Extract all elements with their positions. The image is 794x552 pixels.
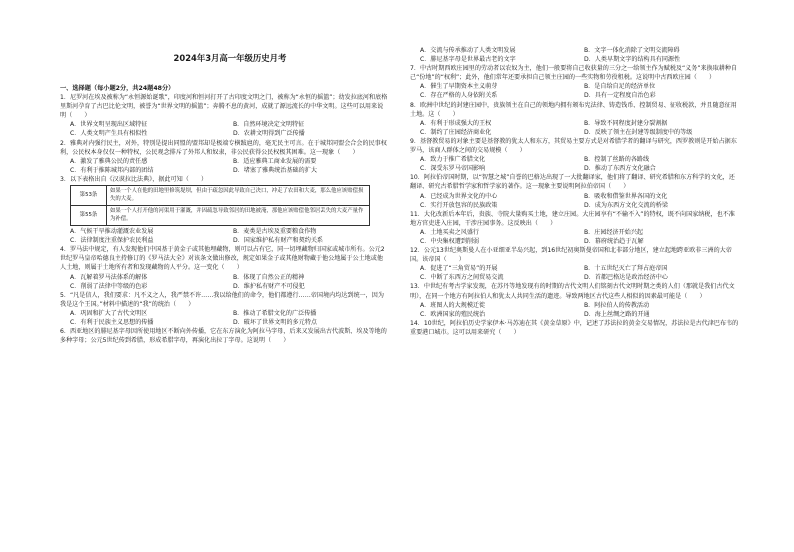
law-table xyxy=(70,185,370,226)
option-item: A．世界文明呈现出区域特征 xyxy=(70,121,148,129)
option-item: C．存在严格的人身依附关系 xyxy=(420,92,498,100)
option-item: B．吸收和借鉴世界各国的文化 xyxy=(584,192,668,200)
option-item: A．有利于形成强大的王权 xyxy=(420,119,492,127)
option-item: A．已经成为世界文化的中心 xyxy=(420,192,498,200)
option-item: B．麦类是古埃及重要粮食作物 xyxy=(233,228,317,236)
left-column xyxy=(60,38,388,345)
question-block xyxy=(60,245,388,290)
option-item: A．致力于推广希腊文化 xyxy=(420,156,486,164)
question-block xyxy=(60,175,388,245)
table-article-text: 如果一个人打开他的河渠用于灌溉，并因疏忽导致邻居的田地被淹，那他应该赔偿他邻居丢失的大麦产量作为补偿。 xyxy=(107,206,370,226)
option-list xyxy=(410,46,740,64)
table-row xyxy=(71,186,370,206)
question-text: 12．公元13世纪奥斯曼人在小亚细亚半岛兴起，到16世纪初奥斯曼帝国和北非部分地区，建立起地跨亚欧非三洲的大帝国。该帝国（ ） xyxy=(410,247,732,264)
option-item: A．催生了早期资本主义萌芽 xyxy=(420,83,498,91)
option-item: B．推动了希腊文化的广泛传播 xyxy=(233,309,317,317)
question-text: 5．“凡是信人，我们要求：凡不义之人，我严禁不许……我以给他们的命令，他们都遵行……帝国境内均达到统一，因为我是这个王国。”材料中描述的“我”的统治（ ） xyxy=(60,291,384,308)
option-item: D．破坏了世界文明的多元特点 xyxy=(233,318,317,326)
option-item: B．文字一体化消除了文明交流障碍 xyxy=(584,47,680,54)
question-block xyxy=(410,137,740,173)
option-item: D．海上丝绸之路的开通 xyxy=(584,310,650,318)
table-article-label: 第55条 xyxy=(71,206,107,226)
option-list xyxy=(60,273,388,291)
paper-title: 2024年3月高一年级历史月考 xyxy=(173,53,287,63)
question-text: 6．西亚地区的腓尼基字母因所使用地区不断向外传播，它在东方演化为阿拉马字母，后来又发展出古代波斯、埃及等地的多种字母；公元5世纪传到希腊，形成希腊字母，再演化出拉丁字母。这说明（ ） xyxy=(60,328,387,345)
question-block xyxy=(410,101,740,137)
option-list xyxy=(60,309,388,327)
question-block xyxy=(60,291,388,327)
right-column xyxy=(410,46,740,337)
option-list xyxy=(60,227,388,245)
question-block xyxy=(410,64,740,100)
question-text: 10．阿拉伯帝国时期，以“智慧之城”自誉的巴格达出现了一大批翻译家，他们将了翻译、研究希腊和东方科学的文化，还翻译、研究古希腊哲学家和哲学家的著作。这一现象主要说明阿拉伯帝国（ ） xyxy=(410,174,735,191)
option-list xyxy=(410,155,740,173)
option-item: D．维护私有财产不可侵犯 xyxy=(233,282,305,290)
option-item: C．中央集权遭到削弱 xyxy=(420,237,480,245)
option-item: D．人类早期文字的结构具有同源性 xyxy=(584,56,681,64)
option-item: A．促进了“三角贸易”的开展 xyxy=(420,265,498,273)
option-list xyxy=(410,301,740,319)
option-list xyxy=(410,82,740,100)
question-block xyxy=(60,327,388,345)
question-text: 8．欧洲中世纪的封建庄园中，贵族领主在自己的领地内拥有颁布宪法律、铸造钱币、控制贸易、征收税款，并且随意征用土地。这（ ） xyxy=(410,101,737,118)
option-item: A．交流与传承推动了人类文明发展 xyxy=(420,47,516,54)
question-block xyxy=(60,139,388,175)
question-block xyxy=(410,46,740,64)
option-list xyxy=(410,228,740,246)
option-item: B．十五世纪灭亡了拜占庭帝国 xyxy=(584,265,668,273)
option-item: D．具有一定程度自治色彩 xyxy=(584,92,656,100)
table-row xyxy=(71,206,370,226)
option-item: C．腓尼基字母是世界最古老的文字 xyxy=(420,56,516,64)
option-item: A．土地买卖之风盛行 xyxy=(420,228,480,236)
question-text: 14．10世纪，阿拉伯历史学家伊本·马苏迪在其《黄金草原》中，记述了苏法拉的黄金交易情况，苏法拉是古代津巴布韦的重要港口城市。这可以用来研究（ ） xyxy=(410,319,739,336)
option-item: D．首都巴格达是政治经济中心 xyxy=(584,274,668,282)
option-item: C．削弱了法律中等级的色彩 xyxy=(70,282,148,290)
option-item: D．国家维护私有财产和契约关系 xyxy=(233,237,324,245)
question-block xyxy=(410,282,740,318)
option-item: D．推动了东西方文化融合 xyxy=(584,165,656,173)
option-item: C．中断了东西方之间贸易交流 xyxy=(420,274,504,282)
option-item: A．巩固和扩大了古代文明区 xyxy=(70,309,148,317)
section-title: 一、选择题（每小题2分，共24题48分） xyxy=(60,85,175,92)
option-item: C．人类文明产生具有相似性 xyxy=(70,130,148,138)
option-item: D．成为东西方文化交流的桥梁 xyxy=(584,201,668,209)
option-item: B．阿拉伯人的传教活动 xyxy=(584,301,650,309)
option-item: D．堵塞了雅典统治基础的扩大 xyxy=(233,166,317,174)
option-list xyxy=(410,119,740,137)
option-list xyxy=(60,157,388,175)
question-text: 2．雅典对内强行民主，对外，特别是提出同盟的盟邦却是极端专横跋扈的，毫无民主可言。在于城邦同盟会合会的民事权利，公民权本身仅仅一种特权，公民观念排斥了外邦人和奴隶，非公民获得公民权极其困难。这一现象（ ） xyxy=(60,139,387,156)
question-text: 3．以下表格出自《汉谟拉比法典》，据此可知（ ） xyxy=(60,175,208,183)
option-item: A．气候干旱推动灌溉农业发展 xyxy=(70,228,154,236)
option-item: D．幕府统治趋于瓦解 xyxy=(584,237,644,245)
option-item: C．深受东罗马帝国影响 xyxy=(420,165,486,173)
option-item: B．控制了丝路的各路线 xyxy=(584,156,650,164)
question-text: 11．大化改新后本年后，贵族、寺院大量购买土地，建立庄园。大庄园享有“不输不入”的特权，既不向国家纳税，也不准地方官吏进入庄园，干涉庄园事务。这反映出（ ） xyxy=(410,210,735,227)
option-list xyxy=(410,264,740,282)
option-item: B．体现了自然公正的精神 xyxy=(233,273,305,281)
option-list xyxy=(410,192,740,210)
option-item: B．适应雅典工商业发展的需要 xyxy=(233,157,317,165)
option-item: C．法律制度注重保护农民利益 xyxy=(70,237,154,245)
option-item: D．农耕文明得到广泛传播 xyxy=(233,130,305,138)
option-item: B．是自给自足的经济单位 xyxy=(584,83,656,91)
option-item: A．激发了雅典公民的责任感 xyxy=(70,157,148,165)
question-text: 13．中世纪有考古学家发现，在苏丹等地发现有的时期的古代文明人们铭刻古代文明时期之类的人们（那就是我们古代文明），在同一个地方有阿拉伯人和犹太人共同生活的遗迹。导致两地区古代这些人相似的因素最可能是（ ） xyxy=(410,283,735,300)
question-block xyxy=(410,319,740,337)
option-item: C．有利于推陈城邦内部的团结 xyxy=(70,166,154,174)
question-text: 4．罗马法中规定，有人发现他们中国基于黄金子或其他埋藏物，则可以占有它，同一切埋藏物归国家或城市所有。公元2世纪罗马皇帝哈德良主持修订的《罗马法大全》对该条文做出修改，规定如果金子或其他财物藏于他公地属于公土地或他人土地，则属于土地所有者和发现藏物的人平分。这一变化（ ） xyxy=(60,246,385,272)
option-item: C．制约了庄园经济商业化 xyxy=(420,128,492,136)
option-item: A．瓦解着罗马法体系的解体 xyxy=(70,273,148,281)
table-article-label: 第53条 xyxy=(71,186,107,206)
option-item: C．欧洲国家的殖民统治 xyxy=(420,310,486,318)
option-item: B．庄园经济开始兴起 xyxy=(584,228,644,236)
question-text: 9．基督教贸易的对象主要是基督教的犹太人和东方，其贸易主要方式是对希腊学者的翻译与研究，西罗教则是开始占据东罗马，该商人群体之间的交易规模（ ） xyxy=(410,137,737,155)
option-item: D．反映了领主在封建等级制度中的等级 xyxy=(584,128,693,136)
option-list xyxy=(60,120,388,138)
option-item: C．实行开放包容的民族政策 xyxy=(420,201,498,209)
table-article-text: 如果一个人在他的田地里修筑堤坝，但由于疏忽因此导致自己决口，冲走了农田和大麦，那么他应该赔偿损失的大麦。 xyxy=(107,186,370,206)
question-block xyxy=(410,210,740,246)
option-item: B．导致不同程度封建分裂割据 xyxy=(584,119,668,127)
question-block xyxy=(410,246,740,282)
question-text: 7．中古时期西欧庄园里的劳动者以农奴为主，他们一般要将自己收获量的三分之一给领主作为赋税及“义务”来换取耕种自己“份地”的“权利”；此外，他们常年还要承担自己领主庄园的一些实物和劳役租税。这说明中古西欧庄园（ ） xyxy=(410,65,738,82)
option-item: A．班图人的大规模迁徙 xyxy=(420,301,486,309)
option-item: B．自然环境决定文明特征 xyxy=(233,121,305,129)
question-block xyxy=(410,173,740,209)
question-text: 1．尼罗河在埃及被称为“永恒源始诞歌”，印度河和恒河打开了古印度文明之门，被称为“永恒的摇篮”；幼发拉底河和底格里斯河孕育了古巴比伦文明，被誉为“世界文明的摇篮”；奔腾不息的黄河，成就了源远流长的中华文明。这些可以用来说明（ ） xyxy=(60,94,388,120)
question-block xyxy=(60,93,388,138)
option-item: C．有利于民族主义思想的传播 xyxy=(70,318,154,326)
